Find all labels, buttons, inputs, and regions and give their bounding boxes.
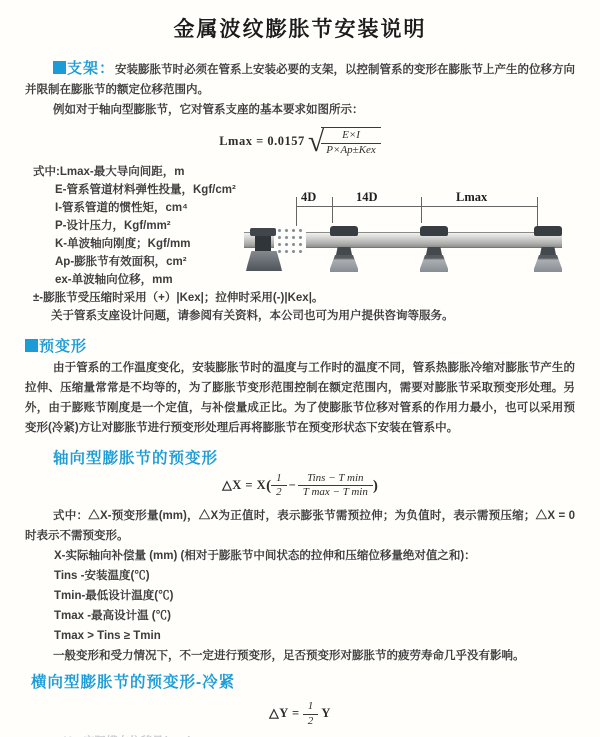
page-title: 金属波纹膨胀节安装说明	[173, 18, 427, 41]
lmax-numerator: E×I	[342, 129, 360, 141]
lmax-denominator: P×Ap±Kex	[321, 143, 381, 158]
variable-line: ex-单波轴向位移，mm	[55, 273, 173, 286]
anchor-cap	[250, 228, 276, 236]
predeform-section-heading	[25, 335, 575, 356]
support-paragraph	[25, 59, 575, 100]
support-base	[534, 255, 562, 272]
variable-line: P-设计压力，Kgf/mm²	[55, 219, 171, 232]
radical-sign: √	[307, 125, 325, 159]
dimension-tick	[421, 197, 422, 223]
pipe-guide-support	[330, 226, 358, 274]
support-saddle	[426, 247, 442, 255]
lateral-half-denominator: 2	[303, 714, 319, 729]
half-numerator: 1	[276, 471, 282, 484]
variable-line: ±-膨胀节受压缩时采用（+）|Kex|；拉伸时采用(-)|Kex|。	[33, 291, 324, 304]
variable-line: E-管系管道材料弹性投量，Kgf/cm²	[55, 183, 236, 196]
support-cap	[330, 226, 358, 236]
support-requirements-diagram	[244, 190, 566, 285]
lateral-formula	[25, 700, 575, 729]
cutoff-text-line	[25, 732, 575, 737]
axial-line: Tmin-最低设计温度(℃)	[54, 590, 174, 602]
variable-line: K-单波轴向刚度；Kgf/mm	[55, 237, 191, 250]
temp-denominator: T max − T min	[298, 485, 373, 500]
axial-line: Tmax > Tins ≥ Tmin	[54, 630, 161, 642]
dim-label-14d: 14D	[356, 190, 378, 204]
support-section-text: 安装膨胀节时必须在管系上安装必要的支架，以控制管系的变形在膨胀节上产生的位移方向并限制在膨胀节的额定位移范围内。	[25, 64, 576, 96]
axial-line: Tins -安装温度(℃)	[54, 570, 150, 582]
support-base	[420, 255, 448, 272]
temp-numerator: Tins − T min	[307, 471, 364, 484]
axial-formula-lhs: △X = X	[222, 477, 267, 492]
axial-sub-heading: 轴向型膨胀节的预变形	[53, 449, 219, 467]
support-section-heading: 支架：	[67, 60, 116, 77]
axial-line: Tmax -最高设计温 (℃)	[54, 610, 171, 622]
variable-line: Ap-膨胀节有效面积，cm²	[55, 255, 187, 268]
axial-formula	[25, 472, 575, 501]
support-note-line: 关于管系支座设计问题，请参阅有关资料，本公司也可为用户提供咨询等服务。	[51, 309, 454, 322]
lmax-formula	[25, 127, 575, 158]
sqrt-radical	[308, 127, 381, 158]
axial-variable-list	[25, 546, 575, 646]
section-bullet-icon	[25, 339, 38, 352]
close-paren: )	[372, 477, 378, 494]
predeform-heading-label: 预变形	[39, 337, 88, 355]
document-body	[0, 59, 600, 737]
anchor-stem	[255, 236, 271, 251]
axial-line: X-实际轴向补偿量 (mm) (相对于膨胀节中间状态的拉伸和压缩位移量绝对值之和)：	[54, 550, 476, 562]
variable-line: I-管系管道的惯性矩，cm⁴	[55, 201, 188, 214]
open-paren: (	[266, 477, 272, 494]
fixed-anchor	[246, 228, 282, 274]
support-cap	[420, 226, 448, 236]
dimension-tick	[332, 197, 333, 223]
half-denominator: 2	[271, 485, 287, 500]
lmax-formula-lhs: Lmax = 0.0157	[219, 134, 305, 149]
anchor-base	[246, 251, 282, 271]
lateral-half-numerator: 1	[307, 700, 314, 712]
minus-operator: −	[288, 478, 296, 493]
support-saddle	[540, 247, 556, 255]
pipe-guide-support	[420, 226, 448, 274]
dim-label-lmax: Lmax	[456, 190, 488, 204]
pipe-guide-support	[534, 226, 562, 274]
support-saddle	[336, 247, 352, 255]
section-bullet-icon	[53, 61, 66, 74]
dim-label-4d: 4D	[301, 190, 317, 204]
lateral-sub-heading: 横向型膨胀节的预变形-冷紧	[31, 674, 236, 691]
lateral-formula-lhs: △Y =	[269, 706, 300, 721]
lateral-formula-rhs: Y	[321, 706, 331, 721]
support-example-line: 例如对于轴向型膨胀节，它对管系支座的基本要求如图所示：	[53, 104, 364, 116]
support-cap	[534, 226, 562, 236]
variable-line: 式中:Lmax-最大导向间距，m	[33, 165, 185, 178]
axial-explain-paragraph: 式中：△X-预变形量(mm)，△X为正值时，表示膨张节需预拉伸；为负值时，表示需预压缩；△X = 0时表示不需预变形。	[25, 510, 575, 542]
predeform-paragraph: 由于管系的工作温度变化，安装膨胀节时的温度与工作时的温度不同，管系热膨胀冷缩对膨胀节产生的拉伸、压缩量常常是不均等的，为了膨胀节变形范围控制在额定范围内，需要对膨胀节采取预变形处理。另外，由于膨账节刚度是一个定值，与补偿量成正比。为了使膨胀节位移对管系的作用力最小，也可以采用预变形(冷紧)方让对膨胀节进行预变形处理后再将膨胀节在预变形状态下安装在管系中。	[25, 361, 575, 434]
axial-note-line: 一般变形和受力情况下，不一定进行预变形，足否预变形对膨胀节的疲劳寿命几乎没有影响。	[53, 650, 525, 662]
support-base	[330, 255, 358, 272]
